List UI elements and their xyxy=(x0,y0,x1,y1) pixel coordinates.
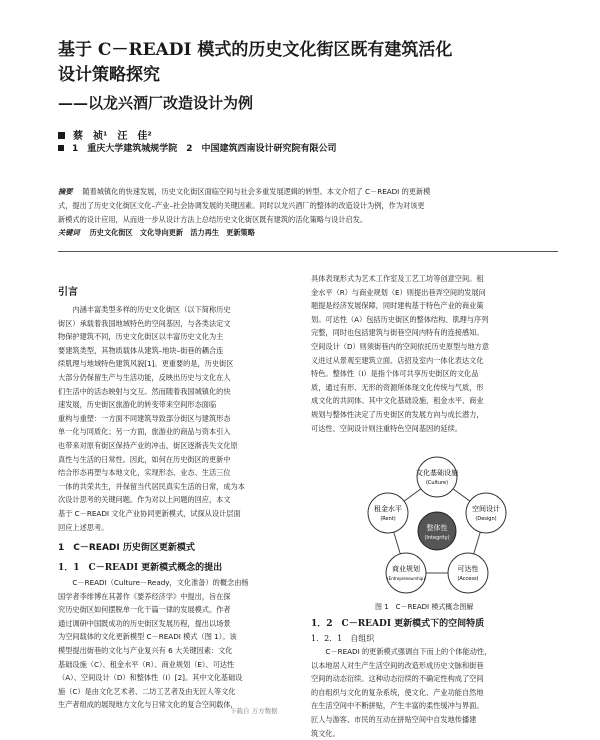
author-line xyxy=(58,127,152,142)
body-line: （A）、空间设计（D）和整体性（I）[2]。其中文化基础设 xyxy=(58,673,243,683)
square-bullet-icon xyxy=(58,145,64,151)
svg-text:空间设计: 空间设计 xyxy=(472,505,500,513)
body-line: 真性与生活的日常性。因此，如何在历史街区的更新中 xyxy=(58,454,231,464)
body-line: 以本地居人对生产生活空间的改造形成历史文脉和街巷 xyxy=(311,660,484,670)
abstract xyxy=(58,185,558,227)
body-line: C－READI 的更新模式强调自下而上的个体能动性， xyxy=(311,647,492,656)
body-line: 基础设施（C）、租金水平（R）、商业规划（E）、可达性 xyxy=(58,659,235,669)
keywords xyxy=(58,228,255,238)
svg-text:(Culture): (Culture) xyxy=(425,480,449,486)
svg-text:(Entrepreneurship): (Entrepreneurship) xyxy=(387,576,425,581)
body-line: 成文化的共同体。其中文化基础设施、租金水平、商业 xyxy=(311,396,484,406)
body-line: 金水平（R）与商业规划（E）则提出巷弄空间的发展问 xyxy=(311,287,486,297)
body-line: 规划与整体性决定了历史街区的发展方向与成长潜力， xyxy=(311,409,484,419)
body-line: 单一化与同质化；另一方面，旅游业的商品与资本引入 xyxy=(58,427,231,437)
c-readi-diagram xyxy=(362,455,512,605)
body-line: 回应上述思考。 xyxy=(58,522,109,532)
abstract-line: 新模式的设计应用，从而进一步从设计方法上总结历史文化街区既有建筑的活化策略与设计启发。 xyxy=(58,215,368,224)
body-line: 要建筑类型，其物质载体从建筑–地块–街巷的耦合连 xyxy=(58,345,224,355)
right-column-top xyxy=(311,272,556,435)
body-line: 速发展，历史街区旅游化的转变带来空间形态面临 xyxy=(58,400,217,410)
body-line: 完整，同时也包括建筑与街巷空间内特有的连接感知。 xyxy=(311,328,484,338)
body-line: 们生活中的活态映射与交互。然而随着我国城镇化的快 xyxy=(58,386,231,396)
body-line: 大部分仍保留生产与生活功能，反映出历史与文化在人 xyxy=(58,372,231,382)
article-title xyxy=(58,38,558,88)
abstract-line: 式，提出了历史文化街区文化–产业–社会协调发展的关键因素。同时以龙兴酒厂的整体的改造设计为例，作为对该更 xyxy=(58,201,425,210)
svg-text:可达性: 可达性 xyxy=(457,565,479,573)
body-line: 内涵丰富类型多样的历史文化街区（以下简称历史 xyxy=(58,305,231,314)
body-line: 生产者组成的展现地方文化与日常文化的复合空间载体， xyxy=(58,700,238,710)
body-line: 街区）承载着我国地域特色的空间基因，与各类法定文 xyxy=(58,318,231,328)
affiliation-line xyxy=(58,141,337,154)
square-bullet-icon xyxy=(58,132,65,139)
keywords-label: 关键词 xyxy=(58,228,80,237)
body-line: 具体表现形式为艺术工作室及工艺工坊等创意空间。租 xyxy=(311,274,484,283)
svg-text:整体性: 整体性 xyxy=(426,524,448,532)
svg-text:文化基础设施: 文化基础设施 xyxy=(416,469,458,477)
body-line: 空间设计（D）则须街巷内的空间依托历史原型与地方意 xyxy=(311,341,490,351)
body-line: 究历史街区如何摆脱单一化干篇一律的发展模式。作者 xyxy=(58,605,231,615)
header-divider xyxy=(58,251,558,252)
body-line: 也带来对原有街区保持产业的冲击，街区逐渐丧失文化原 xyxy=(58,440,238,450)
authors: 蔡 祯¹ 汪 佳² xyxy=(73,131,152,142)
body-line: 特色。整体性（I）是指个体可共享历史街区的文化品 xyxy=(311,369,479,379)
svg-text:(Integrity): (Integrity) xyxy=(424,535,450,541)
body-line: 可达性、空间设计则注重特色空间基因的延续。 xyxy=(311,423,462,433)
left-column xyxy=(58,303,293,712)
section-1-1-heading: 1．1 C－READI 更新模式概念的提出 xyxy=(58,563,223,574)
body-line: 国学者李绯博在其著作《要养经济学》中提出，旨在探 xyxy=(58,591,231,601)
section-intro-heading: 引言 xyxy=(58,287,78,298)
affiliations: 1 重庆大学建筑城规学院 2 中国建筑西南设计研究院有限公司 xyxy=(72,144,337,154)
body-line: 空间的动态衍续。这种动态衍续的不确定性构成了空间 xyxy=(311,674,484,684)
body-line: 物保护建筑不同，历史文化街区以丰富历史文化为主 xyxy=(58,332,224,342)
body-line: 施（C）是由文化艺术者、二坊工艺者及由无匠人等文化 xyxy=(58,686,236,696)
body-line: 续肌理与地域特色建筑风貌[1]。更重要的是，历史街区 xyxy=(58,359,234,369)
svg-text:商业规划: 商业规划 xyxy=(392,565,420,573)
abstract-label: 摘要 xyxy=(58,187,73,196)
abstract-line: 摘要 随着城镇化的快速发展，历史文化街区面临空间与社会多重发展逻辑的转型。本文介绍了 C－READI 的更新模 xyxy=(58,187,431,196)
body-line: 的自组织与文化的复杂系统，使文化、产业功能自然地 xyxy=(311,687,484,697)
body-line: 为空间载体的文化更新模型 C－READI 模式（图 1）。该 xyxy=(58,632,237,642)
body-line: 在生活空间中不断拼贴，产生丰富的柔性缓冲与界面。 xyxy=(311,701,484,711)
svg-text:(Design): (Design) xyxy=(475,516,497,522)
diagram-node-design xyxy=(466,493,506,533)
diagram-center-integrity xyxy=(418,512,456,550)
title-line-2: 设计策略探究 xyxy=(58,65,160,85)
right-column-bottom xyxy=(311,617,556,740)
body-line: 题提是经济发展保障，同时建构基于特色产业的商业策 xyxy=(311,301,484,311)
diagram-node-access xyxy=(448,553,488,593)
section-1-heading: 1 C－READI 历史街区更新模式 xyxy=(58,543,195,554)
svg-text:(Rent): (Rent) xyxy=(380,516,396,522)
body-line: 次设计思考的关键问题。作为对以上问题的回应，本文 xyxy=(58,495,231,505)
body-line: 结合形态再塑与本地文化，实现形态、业态、生活三位 xyxy=(58,468,231,478)
body-line: 重构与重塑：一方面不同建筑导致部分街区与建筑形态 xyxy=(58,413,231,423)
body-line: C－READI（Culture－Ready，文化准备）的概念由杨 xyxy=(58,578,249,588)
body-line: 通过调研中国既成功的历史街区发展历程，提出以场景 xyxy=(58,618,231,628)
diagram-node-culture xyxy=(416,457,458,497)
keywords-text: 历史文化街区 文化导向更新 活力再生 更新策略 xyxy=(89,228,255,237)
diagram-node-rent xyxy=(368,493,408,533)
body-line: 一体的共荣共生，并保留当代居民真实生活的日常，成为本 xyxy=(58,481,245,491)
diagram-node-entrepreneurship xyxy=(386,553,426,593)
svg-text:(Access): (Access) xyxy=(457,576,479,582)
body-line: 筑文化。 xyxy=(311,728,340,738)
page-footer: 下载自 万方数据 xyxy=(230,707,278,715)
body-line: 义进过从景观至建筑立面、店招及室内一体化表达文化 xyxy=(311,355,484,365)
body-line: 模型提出街巷的文化与产业复兴有 6 大关键因素：文化 xyxy=(58,646,233,656)
title-line-1: 基于 C－READI 模式的历史文化街区既有建筑活化 xyxy=(58,40,453,60)
body-line: 基于 C－READI 文化产业协同更新模式，试探从设计层面 xyxy=(58,508,241,518)
body-line: 匠人与游客、市民的互动在拼贴空间中自发地传播建 xyxy=(311,714,477,724)
body-line: 划。可达性（A）包括历史街区的整体结构、肌理与序列 xyxy=(311,314,489,324)
svg-text:租金水平: 租金水平 xyxy=(374,505,402,513)
figure-caption: 图 1 C－READI 模式概念图解 xyxy=(375,603,474,611)
article-subtitle: ——以龙兴酒厂改造设计为例 xyxy=(58,94,254,112)
body-line: 质，通过有形、无形的资源所体现文化传统与气质，形 xyxy=(311,382,484,392)
section-1-2-1-heading: 1．2．1 自组织 xyxy=(311,634,375,643)
section-1-2-heading: 1．2 C－READI 更新模式下的空间特质 xyxy=(311,619,485,629)
